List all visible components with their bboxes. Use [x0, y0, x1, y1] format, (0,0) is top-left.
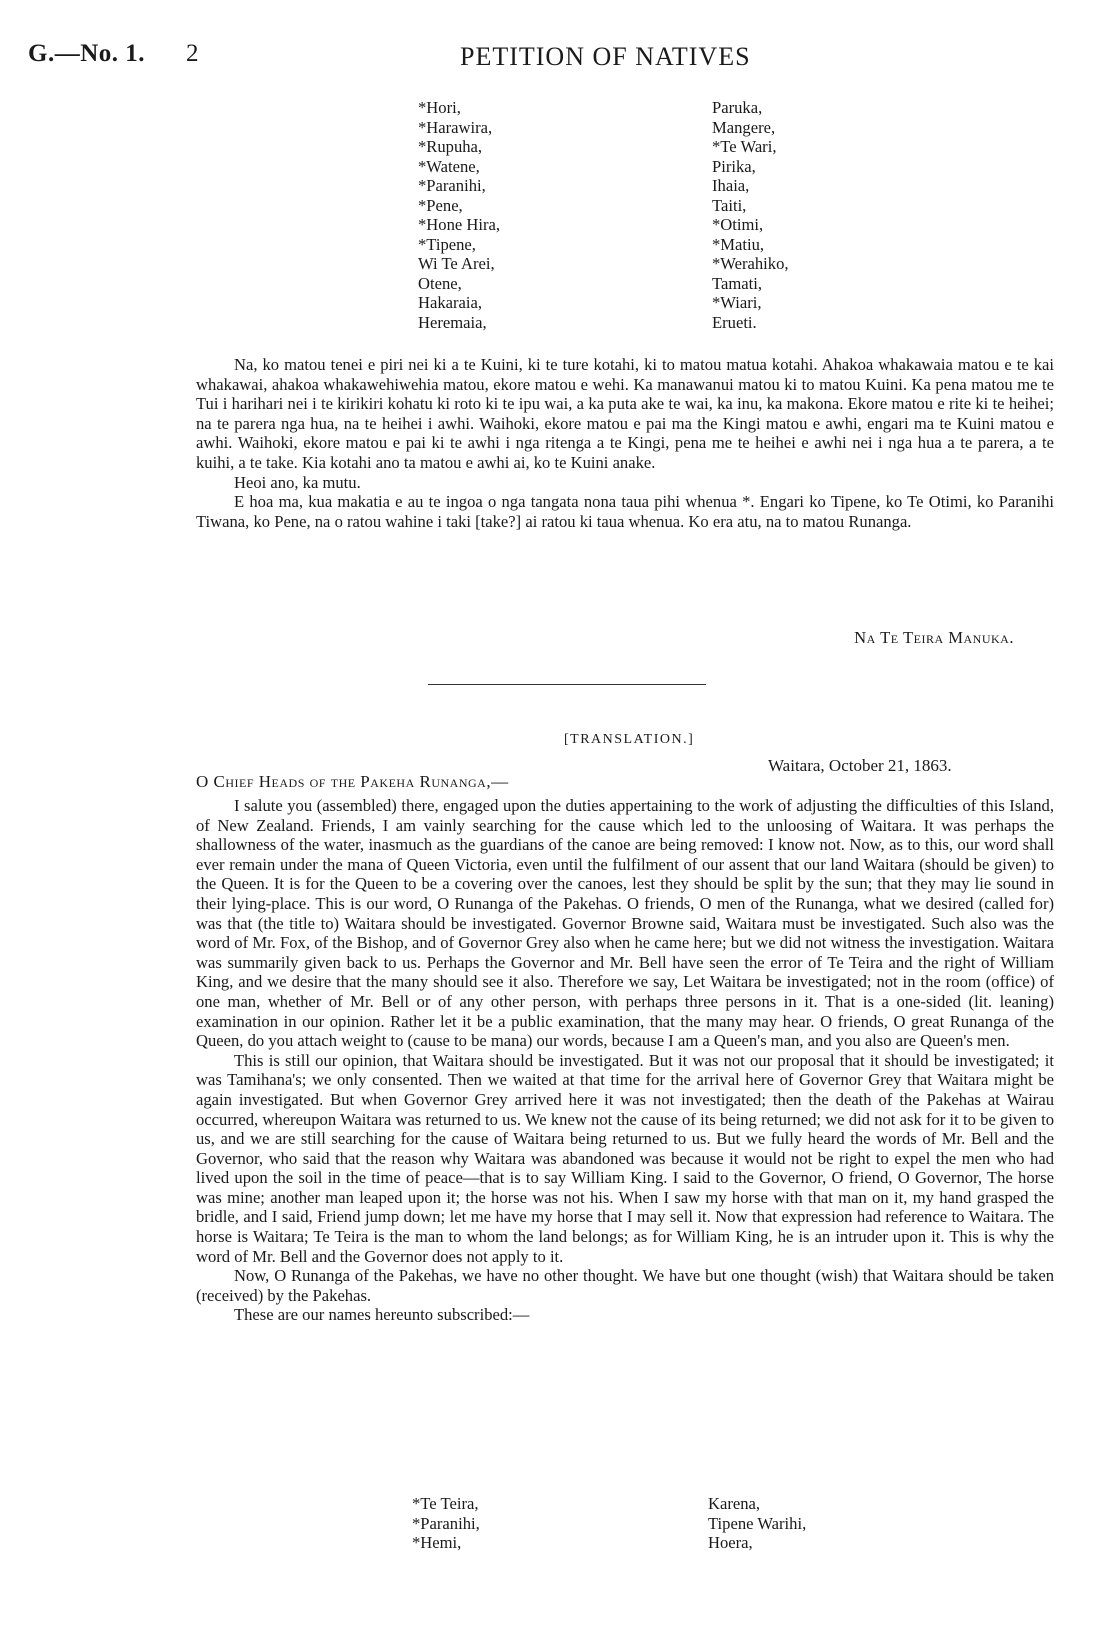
subscriber-name: Tipene Warihi, — [708, 1513, 807, 1533]
maori-text — [196, 355, 1054, 531]
signatory-name: *Watene, — [418, 156, 480, 176]
page-title: PETITION OF NATIVES — [460, 42, 751, 71]
maori-paragraph: Heoi ano, ka mutu. — [234, 472, 361, 492]
signatory-name: *Hone Hira, — [418, 215, 501, 234]
signatory-name: *Matiu, — [712, 234, 765, 254]
maori-paragraph: E hoa ma, kua makatia e au te ingoa o nga tangata nona taua pihi whenua *. Engari ko Tipene, ko Te Otimi, ko Paranihi Tiwana, ko Pene, na o ratou wahine i taki [take?] ai ratou ki taua whenua. Ko era atu, na to matou Runanga. — [196, 492, 1054, 531]
signatory-name: *Wiari, — [712, 293, 762, 312]
section-divider — [428, 684, 706, 685]
subscriber-name: *Paranihi, — [412, 1513, 480, 1533]
translation-paragraph: These are our names hereunto subscribed:— — [234, 1305, 530, 1325]
signatory-name: Wi Te Arei, — [418, 254, 495, 273]
translation-paragraph: I salute you (assembled) there, engaged upon the duties appertaining to the work of adjusting the difficulties of this Island, of New Zealand. Friends, I am vainly searching for the cause which led to the unloosing of Waitara. It was perhaps the shallowness of the water, inasmuch as the guardians of the canoe are being removed: I know not. Now, as to this, our word shall ever remain under the mana of Queen Victoria, even until the fulfilment of our assent that our land Waitara (should be given) to the Queen. It is for the Queen to be a covering over the canoes, lest they should be split by the sun; that they may lie sound in their lying-place. This is our word, O Runanga of the Pakehas. O friends, O men of the Runanga, what we desired (called for) was that (the title to) Waitara should be investigated. Governor Browne said, Waitara must be investigated. Such also was the word of Mr. Fox, of the Bishop, and of Governor Grey also when he came here; but we did not witness the investigation. Waitara was summarily given back to us. Perhaps the Governor and Mr. Bell have seen the error of Te Teira and the right of William King, and we desire that the many should see it also. Therefore we say, Let Waitara be investigated; not in the room (office) of one man, whether of Mr. Bell or of any other person, with perhaps three persons in it. That is a one-sided (lit. leaning) examination in our opinion. Rather let it be a public examination, that the many may hear. O friends, O great Runanga of the Queen, do you attach weight to (cause to be mana) our words, because I am a Queen's man, and you also are Queen's men. — [196, 796, 1054, 1051]
subscriber-name: *Hemi, — [412, 1533, 462, 1552]
maori-signature: Na Te Teira Manuka. — [854, 628, 1014, 647]
subscriber-name: Hoera, — [708, 1533, 753, 1552]
signatory-name: *Paranihi, — [418, 176, 486, 195]
page-header — [28, 40, 1078, 80]
signatory-name: Hakaraia, — [418, 293, 483, 312]
signatory-name: *Harawira, — [418, 117, 493, 137]
salutation: O Chief Heads of the Pakeha Runanga,— — [196, 772, 509, 791]
signatory-name: Paruka, — [712, 98, 763, 117]
signatory-name: Pirika, — [712, 156, 756, 176]
signatory-name: Mangere, — [712, 117, 776, 137]
signatory-name: *Rupuha, — [418, 137, 483, 156]
translation-text — [196, 796, 1054, 1325]
signatories-left-column — [418, 98, 500, 332]
subscriber-name: Karena, — [708, 1494, 761, 1513]
signatory-name: *Te Wari, — [712, 137, 777, 156]
translation-paragraph: Now, O Runanga of the Pakehas, we have no other thought. We have but one thought (wish) that Waitara should be taken (received) by the Pakehas. — [196, 1266, 1054, 1305]
paper-code: G.—No. 1. — [28, 40, 145, 67]
signatory-name: Tamati, — [712, 273, 762, 293]
signatory-name: Erueti. — [712, 312, 757, 332]
signatory-name: *Tipene, — [418, 234, 476, 254]
signatory-name: *Werahiko, — [712, 254, 789, 273]
translation-paragraph: This is still our opinion, that Waitara should be investigated. But it was not our proposal that it should be investigated; it was Tamihana's; we only consented. Then we waited at that time for the arrival here of Governor Grey that Waitara might be again investigated. But when Governor Grey arrived here it was not investigated; then the death of the Pakehas at Wairau occurred, whereupon Waitara was returned to us. We knew not the cause of its being returned; we did not ask for it to be given to us, and we are still searching for the cause of Waitara being returned to us. But we fully heard the words of Mr. Bell and the Governor, who said that the reason why Waitara was abandoned was because it would not be right to expel the men who had lived upon the soil in the time of peace—that is to say William King. I said to the Governor, O friend, O Governor, The horse was mine; another man leaped upon it; the horse was not his. When I saw my horse with that man on it, my hand grasped the bridle, and I said, Friend jump down; let me have my horse that I may sell it. Now that expression had reference to Waitara. The horse is Waitara; Te Teira is the man to whom the land belongs; as for William King, he is an intruder upon it. This is why the word of Mr. Bell and the Governor does not apply to it. — [196, 1050, 1054, 1266]
signatory-name: *Pene, — [418, 195, 463, 215]
maori-paragraph: Na, ko matou tenei e piri nei ki a te Kuini, ki te ture kotahi, ki to matou matua kotahi. Ahakoa whakawaia matou e te kai whakawai, ahakoa whakawehiwehia matou, ekore matou e wehi. Ka manawanui matou ki to matou Kuini. Ka pena matou me te Tui i harihari nei i te kirikiri kohatu ki roto ki te ipu wai, a ka puta ake te wai, ka inu, ka makona. Ekore matou e rite ki te heihei; na te parera nga hua, na te heihei i awhi. Waihoki, ekore matou e pai ma the Kingi matou e awhi, engari ma te Kuini matou e awhi. Waihoki, ekore matou e pai ki te awhi i nga ritenga a te Kingi, pena me te heihei e awhi nei i nga hua a te parera, a te kuihi, a te take. Kia kotahi ano ta matou e awhi ai, ko te Kuini anake. — [196, 355, 1054, 472]
signatory-name: *Hori, — [418, 98, 461, 117]
signatories-right-column — [712, 98, 789, 332]
subscribers-left-column — [412, 1494, 480, 1553]
signatory-name: Ihaia, — [712, 176, 750, 195]
dateline: Waitara, October 21, 1863. — [768, 756, 952, 775]
subscribers-right-column — [708, 1494, 806, 1553]
signatory-name: Otene, — [418, 273, 462, 293]
page-number: 2 — [186, 40, 199, 67]
signatory-name: Heremaia, — [418, 312, 487, 332]
subscriber-name: *Te Teira, — [412, 1494, 479, 1513]
signatory-name: Taiti, — [712, 195, 747, 215]
translation-heading: [TRANSLATION.] — [564, 732, 695, 747]
signatory-name: *Otimi, — [712, 215, 764, 234]
